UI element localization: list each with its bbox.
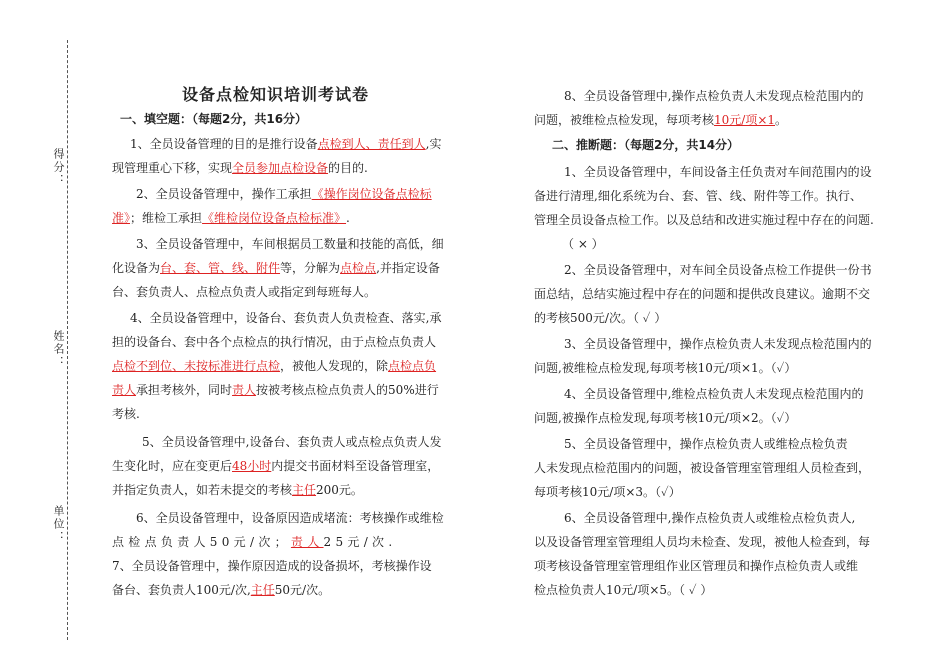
binding-line — [67, 40, 68, 640]
q5-answer-2: 主任 — [292, 483, 317, 497]
j1-line2: 备进行清理,细化系统为台、套、管、线、附件等工作。执行、 — [534, 189, 862, 203]
q3-line3: 台、套负责人、点检点负责人或指定到每班每人。 — [112, 285, 377, 299]
q7-line1: 7、全员设备管理中，操作原因造成的设备损坏，考核操作设 — [112, 559, 432, 573]
q8-text-b: 问题，被维检点检发现，每项考核 — [534, 113, 715, 127]
q2-line1 — [136, 182, 432, 206]
j2-line3: 的考核500元/次。（ ✓ ） — [534, 311, 667, 325]
q7-line2 — [112, 578, 330, 602]
q7-text-h: 50元/次。 — [274, 583, 331, 597]
q4-answer-2b: 责人 — [112, 383, 137, 397]
q3-answer-2: 点检点 — [340, 261, 377, 275]
q5-line3 — [112, 478, 363, 502]
j5-line3: 每项考核10元/项×3。（✓） — [534, 485, 681, 499]
q5-answer-1: 48小时 — [232, 459, 272, 473]
j2-line1: 2、全员设备管理中，对车间全员设备点检工作提供一份书 — [564, 263, 872, 277]
q8-line2 — [534, 108, 787, 132]
exam-title: 设备点检知识培训考试卷 — [182, 85, 370, 104]
j4-line2: 问题,被操作点检发现,每项考核10元/项×2。（✓） — [534, 411, 797, 425]
j4-line1: 4、全员设备管理中,维检点检负责人未发现点检范围内的 — [564, 387, 864, 401]
q2-answer-1b: 准》 — [112, 211, 131, 225]
q4-text-i: 按被考核点检点负责人的50%进行 — [256, 383, 439, 397]
q5-line1: 5、全员设备管理中,设备台、套负责人或点检点负责人发 — [142, 435, 442, 449]
q1-answer-1: 点检到人、责任到人 — [317, 137, 426, 151]
section-judgement: 二、推断题：（每题2分，共14分） — [552, 138, 740, 152]
q5-text-e: 并指定负责人，如若未提交的考核 — [112, 483, 293, 497]
q6-line2 — [112, 530, 396, 554]
q3-text-d: 等，分解为 — [280, 261, 341, 275]
q1-line2 — [112, 156, 368, 180]
j6-line2: 以及设备管理室管理组人员均未检查、发现，被他人检查到，每 — [534, 535, 871, 549]
q8-answer-1: 10元/项×1 — [714, 113, 776, 127]
name-label: 姓名： — [52, 330, 65, 369]
q1-line1 — [130, 132, 441, 156]
q8-line1: 8、全员设备管理中,操作点检负责人未发现点检范围内的 — [564, 89, 864, 103]
q4-text-d: ，被他人发现的，除 — [280, 359, 389, 373]
j6-line1: 6、全员设备管理中,操作点检负责人或维检点检负责人, — [564, 511, 856, 525]
j2-line2: 面总结，总结实施过程中存在的问题和提供改良建议。逾期不交 — [534, 287, 871, 301]
q3-text-f: ,并指定设备 — [376, 261, 440, 275]
j6-line3: 项考核设备管理室管理组作业区管理员和操作点检负责人或维 — [534, 559, 859, 573]
q3-line2 — [112, 256, 440, 280]
q1-text-d: 现管理重心下移，实现 — [112, 161, 233, 175]
q1-answer-2: 全员参加点检设备 — [232, 161, 329, 175]
q4-line1: 4、全员设备管理中，设备台、套负责人负责检查、落实,承 — [130, 311, 442, 325]
j5-line1: 5、全员设备管理中，操作点检负责人或维检点检负责 — [564, 437, 848, 451]
q5-text-b: 生变化时，应在变更后 — [112, 459, 233, 473]
q6-text-d: 25元/次. — [323, 535, 397, 549]
j6-line4: 检点检负责人10元/项×5。（ ✓ ） — [534, 583, 713, 597]
q4-answer-1: 点检不到位、未按标准进行点检 — [112, 359, 281, 373]
q6-text-b: 点检点负责人50元/次； — [112, 535, 291, 549]
q2-answer-2: 《维检岗位设备点检标准》 — [202, 211, 347, 225]
q4-line4 — [112, 378, 439, 402]
j3-line1: 3、全员设备管理中，操作点检负责人未发现点检范围内的 — [564, 337, 872, 351]
q2-answer-1: 《操作岗位设备点检标 — [311, 187, 432, 201]
q4-line3 — [112, 354, 436, 378]
q4-line5: 考核. — [112, 407, 140, 421]
j1-line1: 1、全员设备管理中，车间设备主任负责对车间范围内的设 — [564, 165, 872, 179]
q5-text-g: 200元。 — [316, 483, 363, 497]
j1-answer: （ × ） — [562, 237, 604, 251]
q3-text-b: 化设备为 — [112, 261, 161, 275]
j5-line2: 人未发现点检范围内的问题，被设备管理室管理组人员检查到， — [534, 461, 871, 475]
q8-text-d: 。 — [775, 113, 788, 127]
q1-text-f: 的目的. — [328, 161, 368, 175]
q1-text-c: ,实 — [425, 137, 442, 151]
q3-answer-1: 台、套、管、线、附件 — [160, 261, 281, 275]
q2-text-d: ；维检工承担 — [130, 211, 203, 225]
q7-answer-1: 主任 — [250, 583, 275, 597]
q6-answer-1: 责人 — [290, 535, 324, 549]
q5-line2 — [112, 454, 439, 478]
q4-answer-3: 责人 — [232, 383, 257, 397]
q7-text-f: 备台、套负责人100元/次, — [112, 583, 251, 597]
score-label: 得分： — [52, 148, 65, 187]
q4-answer-2: 点检点负 — [388, 359, 437, 373]
q2-line2 — [112, 206, 350, 230]
q2-text-f: . — [346, 211, 350, 225]
j1-line3: 管理全员设备点检工作。以及总结和改进实施过程中存在的问题. — [534, 213, 874, 227]
q1-text-a: 1、全员设备管理的目的是推行设备 — [130, 137, 318, 151]
q2-text-a: 2、全员设备管理中，操作工承担 — [136, 187, 312, 201]
q4-text-g: 承担考核外，同时 — [136, 383, 233, 397]
q5-text-d: 内提交书面材料至设备管理室， — [271, 459, 440, 473]
q3-line1: 3、全员设备管理中，车间根据员工数量和技能的高低，细 — [136, 237, 444, 251]
unit-label: 单位： — [52, 505, 65, 544]
section-fill-blank: 一、填空题：（每题2分，共16分） — [120, 112, 308, 126]
j3-line2: 问题,被维检点检发现,每项考核10元/项×1。（✓） — [534, 361, 797, 375]
q4-line2: 担的设备台、套中各个点检点的执行情况，由于点检点负责人 — [112, 335, 437, 349]
q6-line1: 6、全员设备管理中，设备原因造成堵流：考核操作或维检 — [136, 511, 444, 525]
